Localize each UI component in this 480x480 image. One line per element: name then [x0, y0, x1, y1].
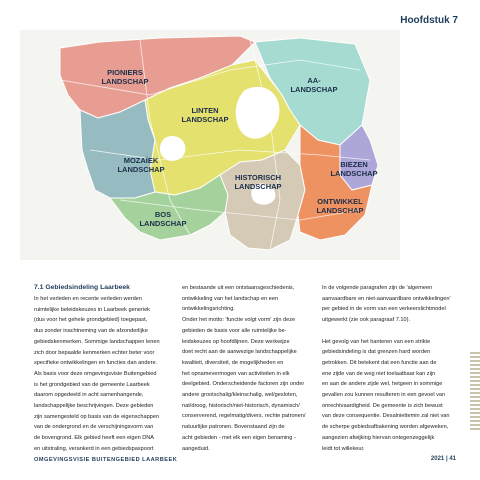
col3b-line: gebiedsindeling is dat grenzen hard worden [322, 349, 431, 356]
svg-text:HISTORISCHLANDSCHAP [234, 173, 281, 191]
col3b-line: Het gevolg van het hanteren van een strikte [322, 338, 431, 345]
col3a-line: In de volgende paragrafen zijn de 'algemeen [322, 285, 433, 291]
col1-line: Als basis voor deze omgevingsvisie Buitengebied [34, 370, 157, 377]
col3b-line: en aan de andere zijde wel, hetgeen in sommige [322, 381, 443, 388]
col2-line: conserverend, regelmatig/divers, rechte patronen/ [182, 413, 306, 420]
col3b-line: de scherpe gebiedsafbakening worden afgeweken, [322, 424, 449, 431]
label-historisch-1: HISTORISCH [234, 173, 282, 182]
label-aa-2: LANDSCHAP [290, 85, 338, 94]
chapter-title: Hoofdstuk 7 [400, 15, 458, 26]
col1-line: In het verleden en recente verleden werden [34, 296, 142, 302]
col2-line: kwaliteit, diversiteit, de mogelijkheden en [182, 359, 284, 366]
svg-text:ONTWIKKELLANDSCHAP [316, 197, 363, 215]
col3b-line: onrechtvaardigheid. De gemeente is zich bewust [322, 402, 443, 409]
col1-line: specifieke ontwikkelingen en functies dan andere. [34, 360, 158, 367]
col1-line: van de ondergrond en de verschijningsvorm van [34, 424, 154, 431]
col1-line: dus zonder inachtneming van de afzonderlijke [34, 328, 148, 335]
label-pioniers-1: PIONIERS [107, 68, 143, 77]
col2-line: natuurlijke patronen. Bovenstaand zijn de [182, 424, 285, 431]
label-mozaiek-2: LANDSCHAP [117, 165, 165, 174]
label-aa-1: AA- [307, 76, 321, 85]
footer-separator: | [445, 456, 448, 462]
col1-line: landschappelijke beschrijvingen. Deze gebieden [34, 403, 154, 410]
label-ontwikkel-2: LANDSCHAP [316, 206, 364, 215]
label-biezen-2: LANDSCHAP [330, 169, 378, 178]
col3b-line: ene zijde van de weg niet toelaatbaar kan zijn [322, 370, 436, 377]
col2-line: ontwikkelingsrichting. [182, 306, 235, 313]
label-linten-2: LANDSCHAP [181, 115, 229, 124]
section-title: 7.1 Gebiedsindeling Laarbeek [34, 284, 130, 291]
col3a-line: uitgewerkt (zie ook paragraaf 7.10). [322, 317, 410, 324]
col3b-line: gevallen zou kunnen resulteren in een gevoel van [322, 392, 446, 399]
text-column-1 [34, 283, 182, 455]
footer-title: OMGEVINGSVISIE BUITENGEBIED LAARBEEK [34, 457, 178, 463]
col3a-line: aanvaardbare en niet-aanvaardbare ontwikkelingen' [322, 295, 451, 302]
col1-line: gebiedskenmerken. Sommige landschappen lenen [34, 338, 160, 345]
col3a-line: per gebied in de vorm van een verkeerslichtmodel [322, 306, 446, 313]
col1-line: zich door bepaalde kenmerken echter beter voor [34, 349, 155, 356]
col3b-line: getrokken. Dit betekent dat een functie aan de [322, 359, 437, 366]
col2-line: andere grootschalig/kleinschalig, wel/gesloten, [182, 392, 298, 399]
column-3-paragraph-2 [322, 337, 470, 455]
col1-line: is het grondgebied van de gemeente Laarbeek [34, 381, 150, 388]
col2-line: acht gebieden - met elk een eigen benaming - [182, 434, 296, 441]
column-2-paragraph [182, 283, 330, 454]
col2-line: het opnamevermogen van activiteiten in elk [182, 370, 290, 377]
col2-line: leidskeuzes op hoofdlijnen. Deze werkwijze [182, 338, 290, 345]
col2-line: Onder het motto: 'functie volgt vorm' zijn deze [182, 317, 296, 324]
footer-year: 2021 [430, 456, 445, 462]
col2-line: doet recht aan de aanwezige landschappelijke [182, 349, 297, 356]
column-1-paragraph [34, 294, 182, 455]
col1-line: (dus voor het gehele grondgebied) toegepast, [34, 317, 148, 324]
col2-line: deelgebied. Onderscheidende factoren zijn onder [182, 381, 305, 388]
col2-line: en bestaande uit een ontstaansgeschiedenis, [182, 285, 295, 291]
label-pioniers-2: LANDSCHAP [101, 77, 149, 86]
column-3-paragraph-1 [322, 283, 470, 326]
label-biezen-1: BIEZEN [340, 160, 368, 169]
col1-line: ruimtelijke beleidskeuzes in Laarbeek generiek [34, 306, 150, 313]
col2-line: aangeduid. [182, 445, 210, 452]
decorative-strip [470, 352, 480, 432]
page-number: 41 [449, 456, 456, 462]
col1-line: en uitstraling, verankerd in een gebiedspaspoort [34, 445, 154, 452]
text-column-2 [182, 283, 330, 454]
col1-line: daarom opgedeeld in acht samenhangende, [34, 392, 144, 399]
col1-line: zijn samengesteld op basis van de eigenschappen [34, 413, 160, 420]
col2-line: nat/droog, historisch/niet-historisch, dynamisch/ [182, 402, 300, 409]
label-ontwikkel-1: ONTWIKKEL [317, 197, 363, 206]
col2-line: gebieden de basis voor alle ruimtelijke be- [182, 327, 287, 334]
label-mozaiek-1: MOZAÏEK [123, 156, 159, 165]
col3b-line: leidt tot willekeur. [322, 445, 365, 452]
col1-line: de bovengrond. Elk gebied heeft een eigen DNA [34, 435, 155, 442]
label-bos-1: BOS [154, 210, 172, 219]
footer-page [431, 456, 456, 462]
col2-line: ontwikkeling van het landschap en een [182, 295, 279, 302]
col3b-line: aangezien afwijking hiervan ontegenzeggelijk [322, 434, 435, 441]
label-historisch-2: LANDSCHAP [234, 182, 282, 191]
label-bos-2: LANDSCHAP [139, 219, 187, 228]
svg-text:PIONIERSLANDSCHAP [101, 68, 148, 86]
col3b-line: van deze consequentie. Desalniettemin zal niet van [322, 413, 450, 420]
svg-text:MOZAÏEKLANDSCHAP [117, 156, 164, 174]
label-linten-1: LINTEN [191, 106, 219, 115]
text-column-3 [322, 283, 470, 454]
